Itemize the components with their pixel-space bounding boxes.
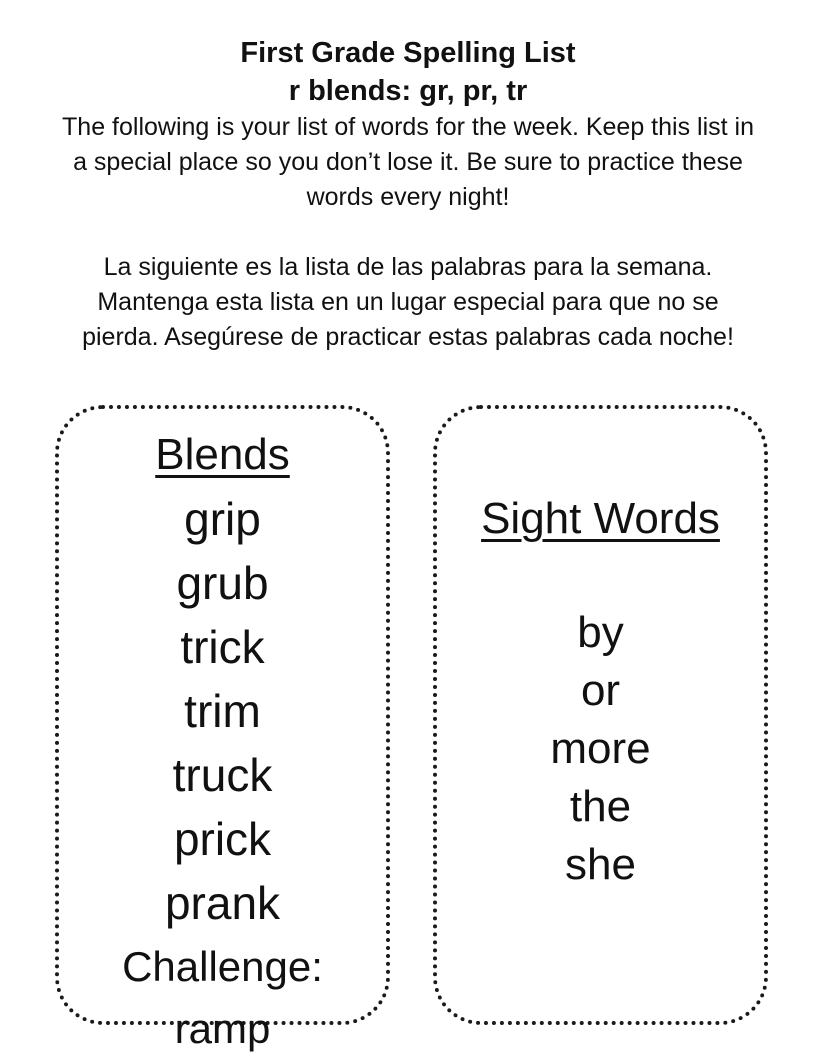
blends-word-list bbox=[59, 487, 386, 1059]
sight-word: by bbox=[577, 608, 624, 657]
sight-word: or bbox=[580, 666, 621, 715]
blend-word: grub bbox=[176, 557, 269, 609]
page-title: First Grade Spelling List bbox=[240, 37, 576, 69]
blend-word: prick bbox=[173, 813, 272, 865]
blend-word: truck bbox=[172, 749, 273, 801]
sight-words-list bbox=[437, 604, 764, 894]
blend-word: trim bbox=[184, 685, 261, 737]
blend-word: trick bbox=[180, 621, 265, 673]
intro-spanish: La siguiente es la lista de las palabras para la semana. Mantenga esta lista en un lugar especial para que no se pierda. Asegúrese de practicar estas palabras cada noche! bbox=[82, 253, 734, 351]
sight-words-heading: Sight Words bbox=[481, 494, 720, 543]
page-header bbox=[0, 34, 816, 355]
blend-word: grip bbox=[184, 493, 261, 545]
challenge-word: ramp bbox=[174, 1005, 271, 1052]
sight-word: the bbox=[569, 782, 632, 831]
sight-word: she bbox=[565, 840, 636, 889]
challenge-label: Challenge: bbox=[122, 943, 323, 990]
blends-heading: Blends bbox=[155, 430, 290, 479]
sight-words-box bbox=[433, 405, 768, 1025]
intro-english: The following is your list of words for the week. Keep this list in a special place so you don’t lose it. Be sure to practice these words every night! bbox=[62, 113, 754, 211]
blend-word: prank bbox=[164, 877, 281, 929]
sight-word: more bbox=[550, 724, 651, 773]
page-subtitle: r blends: gr, pr, tr bbox=[288, 75, 528, 107]
blends-box bbox=[55, 405, 390, 1052]
